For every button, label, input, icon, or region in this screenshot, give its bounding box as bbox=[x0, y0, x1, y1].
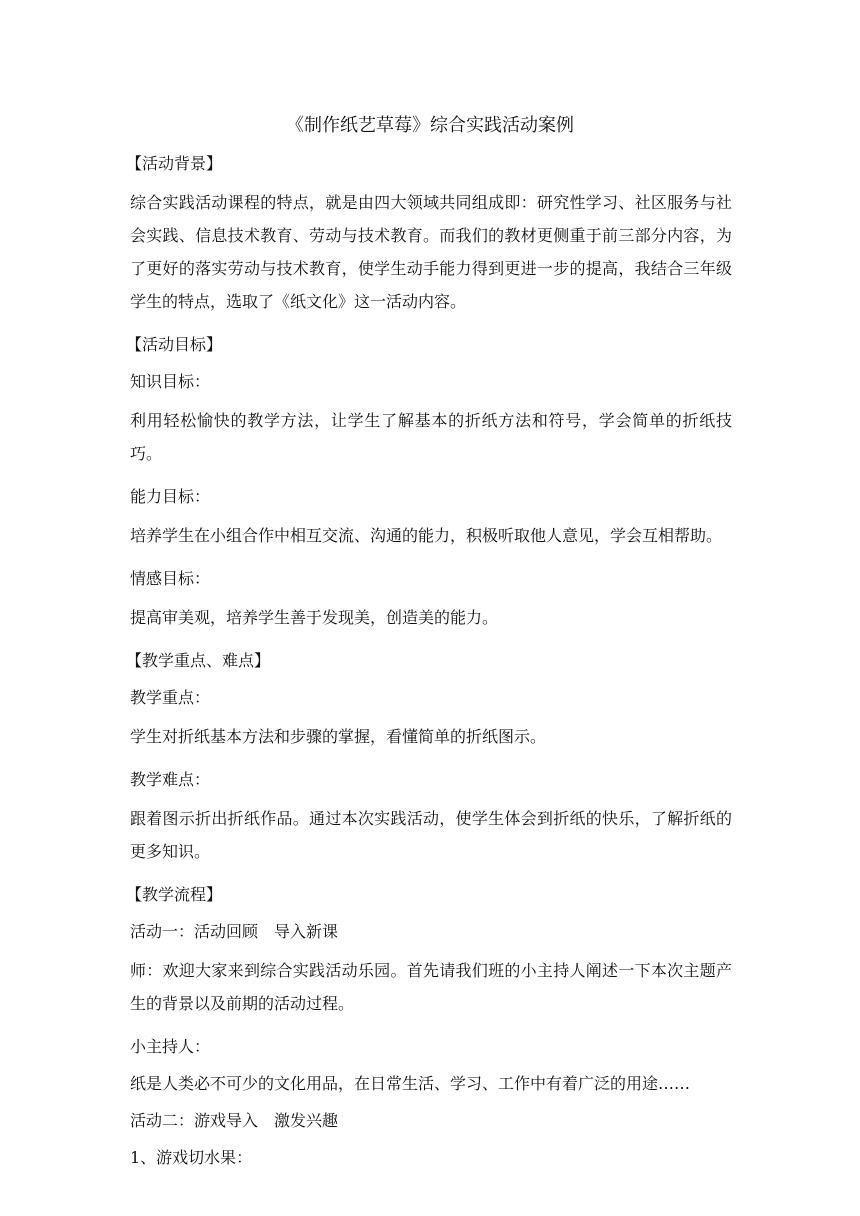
label-host: 小主持人： bbox=[130, 1037, 211, 1056]
paragraph-emotion-goal: 提高审美观，培养学生善于发现美，创造美的能力。 bbox=[130, 608, 499, 627]
label-ability-goal: 能力目标： bbox=[130, 487, 211, 506]
label-emotion-goal: 情感目标： bbox=[130, 569, 211, 588]
activity-two: 活动二：游戏导入 激发兴趣 bbox=[130, 1111, 339, 1130]
section-heading-key-points: 【教学重点、难点】 bbox=[126, 651, 271, 670]
label-difficulty: 教学难点： bbox=[130, 770, 211, 789]
section-heading-process: 【教学流程】 bbox=[126, 885, 223, 904]
game-item-one: 1、游戏切水果： bbox=[130, 1148, 253, 1167]
paragraph-ability-goal: 培养学生在小组合作中相互交流、沟通的能力，积极听取他人意见，学会互相帮助。 bbox=[130, 526, 723, 545]
paragraph-background: 综合实践活动课程的特点，就是由四大领域共同组成即：研究性学习、社区服务与社会实践、信息技术教育、劳动与技术教育。而我们的教材更侧重于前三部分内容，为了更好的落实劳动与技术教育，使学生动手能力得到更进一步的提高，我结合三年级学生的特点，选取了《纸文化》这一活动内容。 bbox=[130, 193, 732, 311]
paragraph-difficulty: 跟着图示折出折纸作品。通过本次实践活动，使学生体会到折纸的快乐，了解折纸的更多知识。 bbox=[130, 809, 732, 861]
paragraph-host: 纸是人类必不可少的文化用品，在日常生活、学习、工作中有着广泛的用途…… bbox=[130, 1074, 691, 1093]
section-heading-goals: 【活动目标】 bbox=[126, 335, 223, 354]
paragraph-teacher: 师：欢迎大家来到综合实践活动乐园。首先请我们班的小主持人阐述一下本次主题产生的背景以及前期的活动过程。 bbox=[130, 961, 732, 1013]
paragraph-knowledge-goal: 利用轻松愉快的教学方法，让学生了解基本的折纸方法和符号，学会简单的折纸技巧。 bbox=[130, 411, 732, 463]
activity-one: 活动一：活动回顾 导入新课 bbox=[130, 922, 339, 941]
section-heading-background: 【活动背景】 bbox=[126, 154, 223, 173]
paragraph-key-point: 学生对折纸基本方法和步骤的掌握，看懂简单的折纸图示。 bbox=[130, 727, 547, 746]
label-key-point: 教学重点： bbox=[130, 688, 211, 707]
document-body bbox=[126, 149, 732, 1180]
document-title: 《制作纸艺草莓》综合实践活动案例 bbox=[286, 115, 574, 136]
label-knowledge-goal: 知识目标： bbox=[130, 372, 211, 391]
